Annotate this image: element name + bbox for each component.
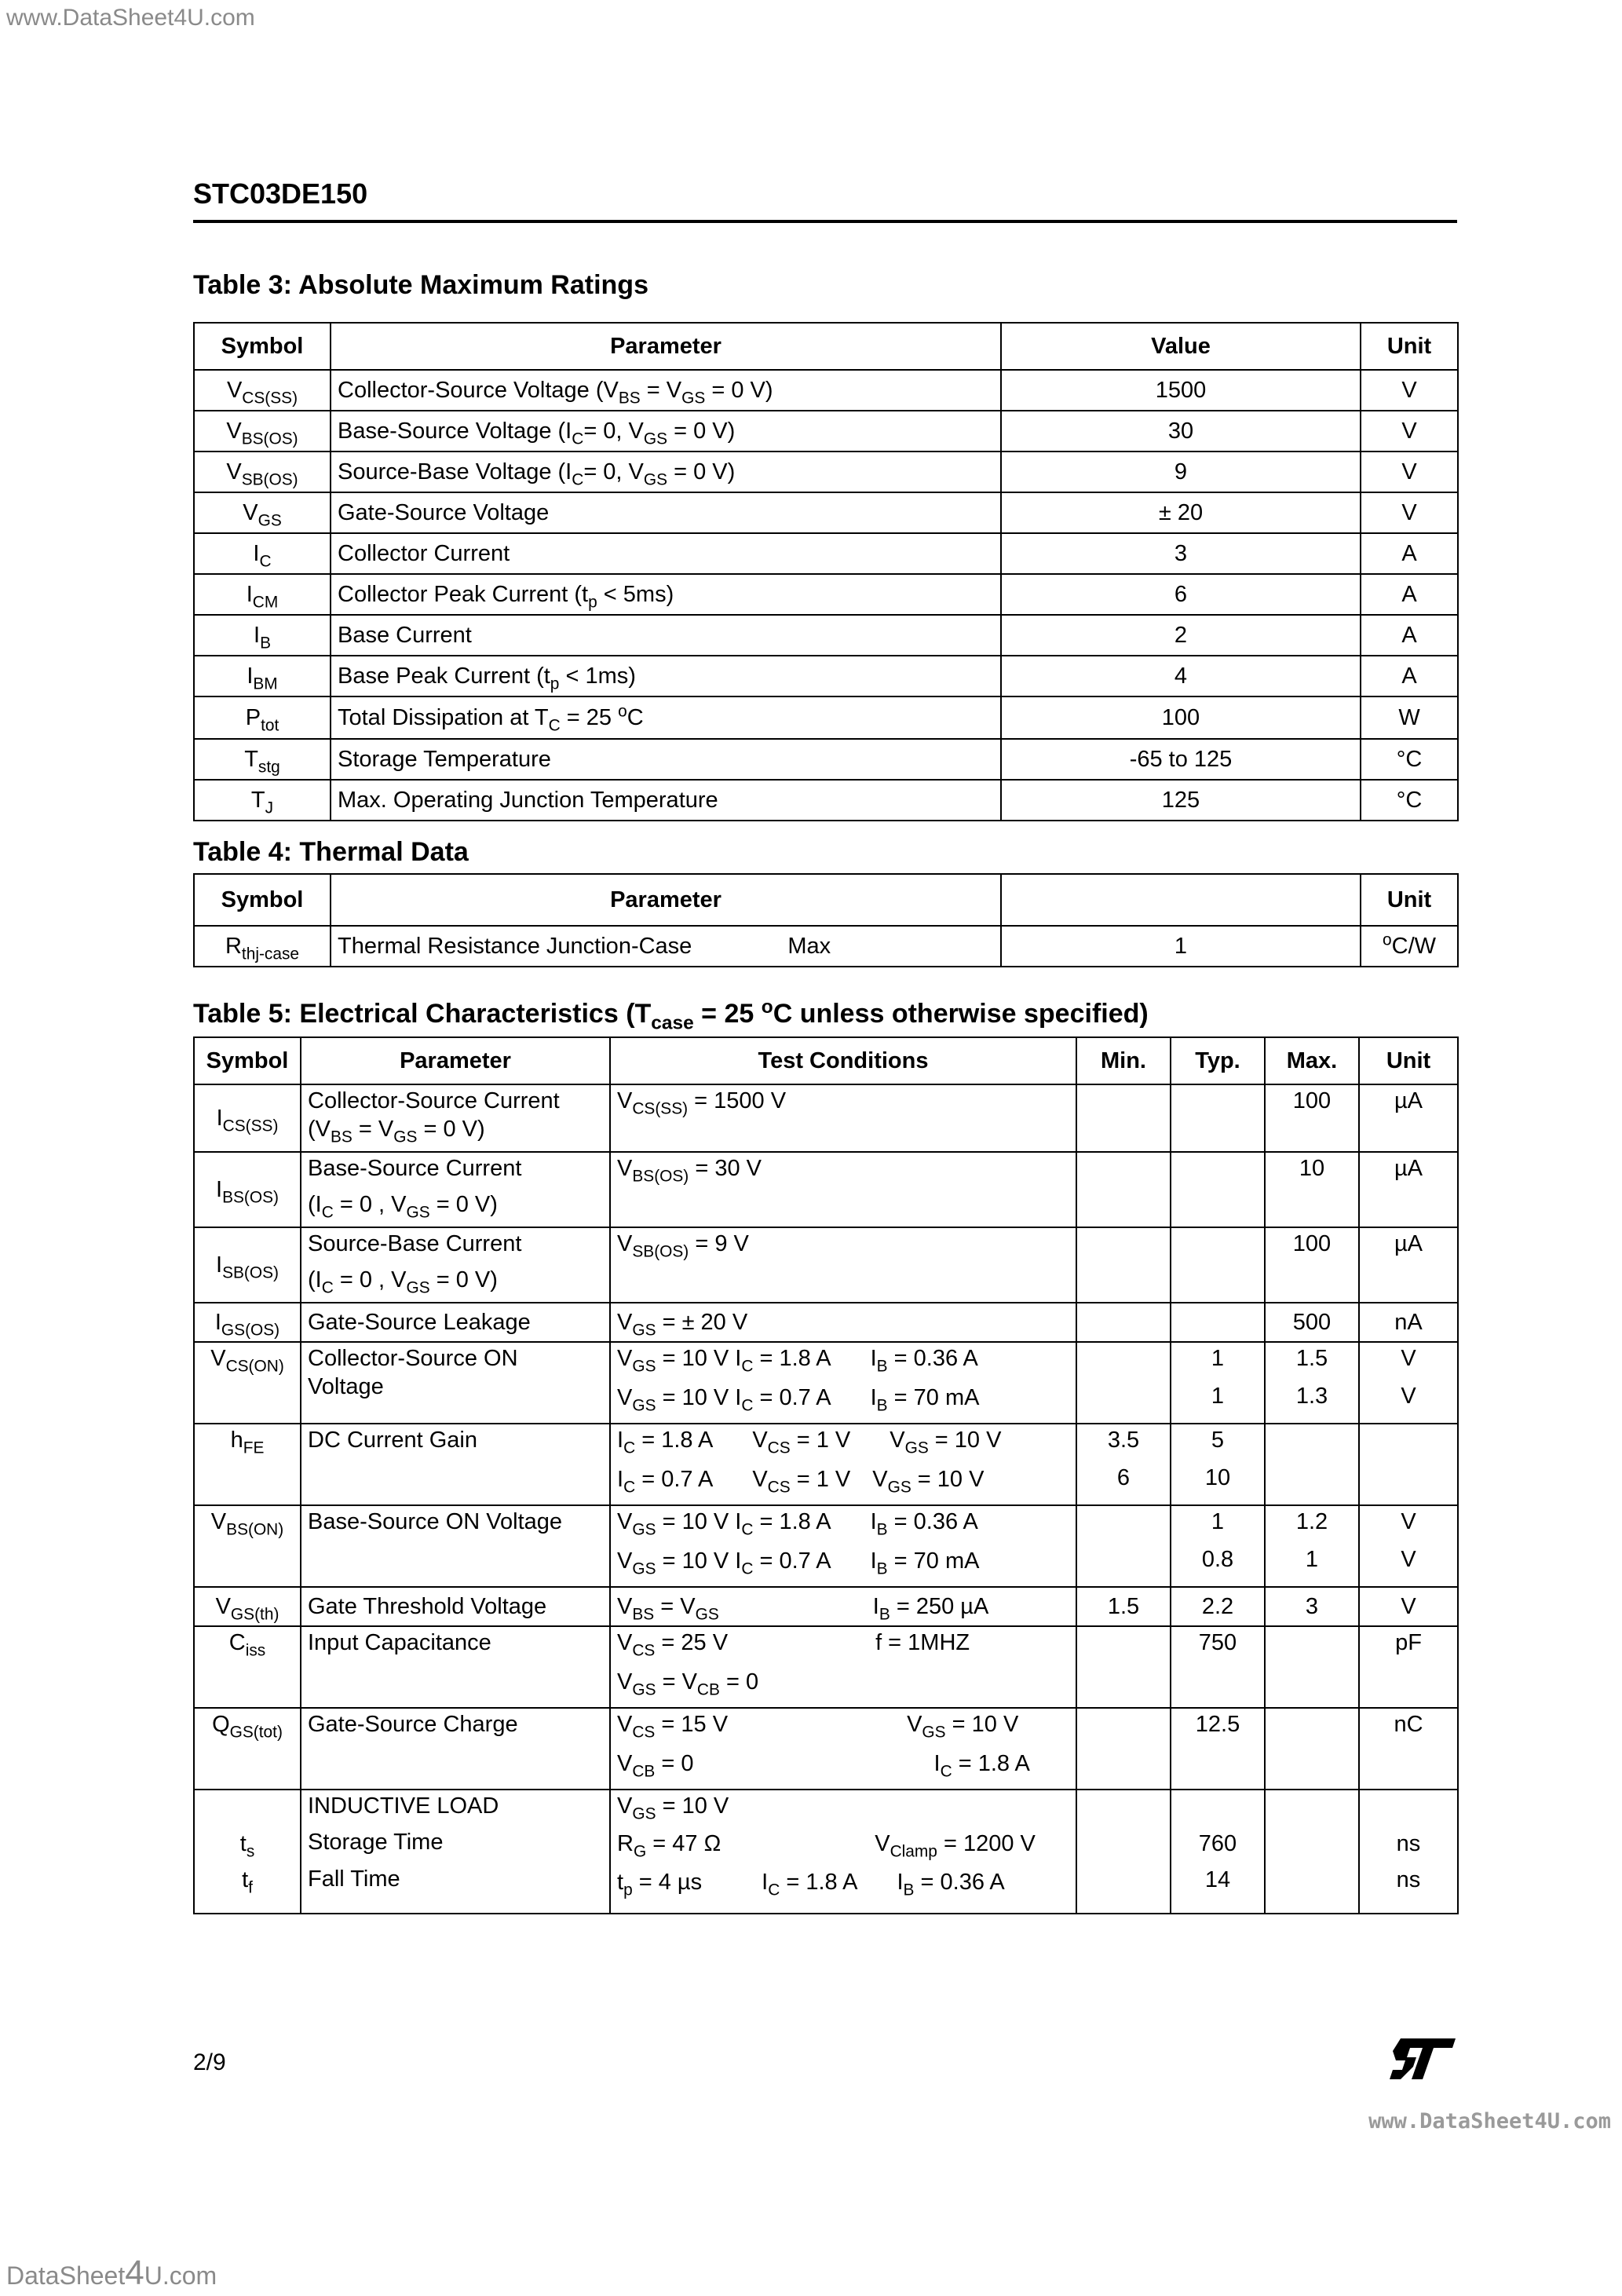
symbol-cell: $h_{FE}$	[194, 1424, 301, 1505]
max-cell: 10	[1265, 1152, 1359, 1227]
value-cell: 2	[1001, 615, 1361, 656]
table-row	[194, 1505, 1458, 1587]
conditions-cell: $V_{BS} = V_{GS}$ $I_B = 250$ µA	[610, 1587, 1076, 1626]
table-row	[194, 1303, 1458, 1342]
symbol-cell: $I_{GS(OS)}$	[194, 1303, 301, 1342]
min-cell	[1076, 1708, 1171, 1790]
table-row	[194, 1708, 1458, 1790]
symbol-cell: $I_{BS(OS)}$	[194, 1152, 301, 1227]
table-thermal-data	[193, 873, 1459, 967]
typ-cell	[1171, 1227, 1265, 1303]
table-row	[194, 615, 1458, 656]
watermark-right: www.DataSheet4U.com	[1368, 2109, 1611, 2133]
parameter-cell: Max. Operating Junction Temperature	[331, 780, 1001, 821]
table-row	[194, 1342, 1458, 1424]
unit-cell: V V	[1359, 1505, 1458, 1587]
table-row	[194, 1084, 1458, 1152]
table-row	[194, 656, 1458, 696]
table-electrical-characteristics	[193, 1036, 1459, 1914]
unit-cell: °C	[1361, 780, 1458, 821]
unit-cell: A	[1361, 656, 1458, 696]
parameter-cell: Collector-Source Voltage ($V_{BS} = V_{GS} = 0$ V)	[331, 370, 1001, 411]
header-min: Min.	[1076, 1037, 1171, 1084]
value-cell: -65 to 125	[1001, 739, 1361, 780]
symbol-cell: $V_{GS(th)}$	[194, 1587, 301, 1626]
unit-cell: V	[1359, 1587, 1458, 1626]
unit-cell: µA	[1359, 1152, 1458, 1227]
parameter-cell: Base-Source Current ($I_C = 0$ , $V_{GS} = 0$ V)	[301, 1152, 610, 1227]
parameter-cell: INDUCTIVE LOAD Storage Time Fall Time	[301, 1790, 610, 1914]
parameter-cell: Base-Source ON Voltage	[301, 1505, 610, 1587]
table-row	[194, 452, 1458, 492]
table-row	[194, 696, 1458, 739]
unit-cell: A	[1361, 615, 1458, 656]
table-row	[194, 1152, 1458, 1227]
unit-cell: ns ns	[1359, 1790, 1458, 1914]
typ-cell	[1171, 1084, 1265, 1152]
document-title: STC03DE150	[193, 177, 368, 210]
value-cell: ± 20	[1001, 492, 1361, 533]
min-cell	[1076, 1626, 1171, 1708]
parameter-cell: Base Current	[331, 615, 1001, 656]
max-cell: 500	[1265, 1303, 1359, 1342]
header-parameter: Parameter	[301, 1037, 610, 1084]
parameter-cell: Base-Source Voltage ($I_C= 0$, $V_{GS} = 0$ V)	[331, 411, 1001, 452]
table3-body	[194, 370, 1458, 821]
table-header-row	[194, 323, 1458, 370]
value-cell: 1	[1001, 926, 1361, 967]
unit-cell: V V	[1359, 1342, 1458, 1424]
parameter-cell: Collector-Source ON Voltage	[301, 1342, 610, 1424]
symbol-cell: $V_{BS(ON)}$	[194, 1505, 301, 1587]
table-row	[194, 1790, 1458, 1914]
conditions-cell: $V_{CS} = 25$ V f = 1MHZ $V_{GS} = V_{CB} = 0$	[610, 1626, 1076, 1708]
table-header-row	[194, 874, 1458, 926]
parameter-cell: Source-Base Voltage ($I_C= 0$, $V_{GS} = 0$ V)	[331, 452, 1001, 492]
header-parameter: Parameter	[331, 874, 1001, 926]
parameter-cell: DC Current Gain	[301, 1424, 610, 1505]
unit-cell: V	[1361, 452, 1458, 492]
header-max: Max.	[1265, 1037, 1359, 1084]
typ-cell: 1 1	[1171, 1342, 1265, 1424]
unit-cell: V	[1361, 492, 1458, 533]
table-row	[194, 370, 1458, 411]
parameter-cell: Collector Current	[331, 533, 1001, 574]
symbol-cell: $I_B$	[194, 615, 331, 656]
max-cell: 3	[1265, 1587, 1359, 1626]
symbol-cell: $V_{GS}$	[194, 492, 331, 533]
watermark-bottom: DataSheet4U.com	[6, 2254, 217, 2292]
min-cell	[1076, 1303, 1171, 1342]
table-row	[194, 1424, 1458, 1505]
conditions-cell: $V_{GS} = 10$ V $R_G = 47$ Ω $V_{Clamp} = 1200$ V $t_p = 4$ µs $I_C = 1.8$ A $I_B = 0.36$ A	[610, 1790, 1076, 1914]
conditions-cell: $V_{GS} = 10$ V $I_C = 1.8$ A $I_B = 0.36$ A $V_{GS} = 10$ V $I_C = 0.7$ A $I_B = 70$ mA	[610, 1342, 1076, 1424]
parameter-cell: Input Capacitance	[301, 1626, 610, 1708]
header-unit: Unit	[1359, 1037, 1458, 1084]
symbol-cell: $V_{CS(ON)}$	[194, 1342, 301, 1424]
title-rule	[193, 220, 1457, 223]
conditions-cell: $V_{GS} = 10$ V $I_C = 1.8$ A $I_B = 0.36$ A $V_{GS} = 10$ V $I_C = 0.7$ A $I_B = 70$ mA	[610, 1505, 1076, 1587]
table-header-row	[194, 1037, 1458, 1084]
conditions-cell: $V_{CS(SS)} = 1500$ V	[610, 1084, 1076, 1152]
table-row	[194, 926, 1458, 967]
unit-cell: $^o$C/W	[1361, 926, 1458, 967]
typ-cell: 5 10	[1171, 1424, 1265, 1505]
unit-cell: V	[1361, 411, 1458, 452]
value-cell: 1500	[1001, 370, 1361, 411]
page-number: 2/9	[193, 2049, 226, 2075]
symbol-cell: $I_{CS(SS)}$	[194, 1084, 301, 1152]
unit-cell	[1359, 1424, 1458, 1505]
table-row	[194, 533, 1458, 574]
table-row	[194, 1626, 1458, 1708]
typ-cell	[1171, 1303, 1265, 1342]
symbol-cell: $C_{iss}$	[194, 1626, 301, 1708]
parameter-cell: Gate-Source Charge	[301, 1708, 610, 1790]
value-cell: 4	[1001, 656, 1361, 696]
symbol-cell: $V_{SB(OS)}$	[194, 452, 331, 492]
typ-cell: 1 0.8	[1171, 1505, 1265, 1587]
unit-cell: A	[1361, 533, 1458, 574]
max-cell	[1265, 1790, 1359, 1914]
unit-cell: nA	[1359, 1303, 1458, 1342]
header-unit: Unit	[1361, 874, 1458, 926]
conditions-cell: $V_{SB(OS)} = 9$ V	[610, 1227, 1076, 1303]
value-cell: 125	[1001, 780, 1361, 821]
table3-caption: Table 3: Absolute Maximum Ratings	[193, 270, 648, 300]
parameter-cell: Storage Temperature	[331, 739, 1001, 780]
header-unit: Unit	[1361, 323, 1458, 370]
typ-cell: 760 14	[1171, 1790, 1265, 1914]
min-cell	[1076, 1227, 1171, 1303]
unit-cell: A	[1361, 574, 1458, 615]
conditions-cell: $V_{CS} = 15$ V $V_{GS} = 10$ V $V_{CB} = 0$ $I_C = 1.8$ A	[610, 1708, 1076, 1790]
parameter-cell: Gate Threshold Voltage	[301, 1587, 610, 1626]
min-cell	[1076, 1342, 1171, 1424]
parameter-cell: Gate-Source Leakage	[301, 1303, 610, 1342]
symbol-cell: $I_C$	[194, 533, 331, 574]
max-cell: 100	[1265, 1227, 1359, 1303]
symbol-cell: $T_J$	[194, 780, 331, 821]
value-cell: 30	[1001, 411, 1361, 452]
symbol-cell: $t_s$ $t_f$	[194, 1790, 301, 1914]
typ-cell: 750	[1171, 1626, 1265, 1708]
symbol-cell: $I_{CM}$	[194, 574, 331, 615]
min-cell	[1076, 1505, 1171, 1587]
symbol-cell: $Q_{GS(tot)}$	[194, 1708, 301, 1790]
parameter-cell: Total Dissipation at $T_C = 25$ $^o$C	[331, 696, 1001, 739]
table-row	[194, 780, 1458, 821]
parameter-cell: Thermal Resistance Junction-Case Max	[331, 926, 1001, 967]
watermark-top: www.DataSheet4U.com	[6, 5, 255, 31]
conditions-cell: $V_{GS}$ = ± 20 V	[610, 1303, 1076, 1342]
table-row	[194, 1227, 1458, 1303]
header-symbol: Symbol	[194, 1037, 301, 1084]
min-cell	[1076, 1084, 1171, 1152]
parameter-cell: Gate-Source Voltage	[331, 492, 1001, 533]
st-logo	[1390, 2035, 1457, 2082]
conditions-cell: $V_{BS(OS)} = 30$ V	[610, 1152, 1076, 1227]
typ-cell: 12.5	[1171, 1708, 1265, 1790]
value-cell: 100	[1001, 696, 1361, 739]
header-symbol: Symbol	[194, 874, 331, 926]
table-row	[194, 574, 1458, 615]
unit-cell: µA	[1359, 1227, 1458, 1303]
unit-cell: pF	[1359, 1626, 1458, 1708]
unit-cell: W	[1361, 696, 1458, 739]
table4-caption: Table 4: Thermal Data	[193, 837, 469, 867]
max-cell: 1.2 1	[1265, 1505, 1359, 1587]
unit-cell: nC	[1359, 1708, 1458, 1790]
table5-caption: Table 5: Electrical Characteristics ($T_{case} = 25$ $^o$C unless otherwise specified)	[193, 996, 1149, 1034]
min-cell	[1076, 1790, 1171, 1914]
parameter-cell: Collector-Source Current ($V_{BS} = V_{GS} = 0$ V)	[301, 1084, 610, 1152]
value-cell: 9	[1001, 452, 1361, 492]
parameter-cell: Base Peak Current $(t_p < 1ms)$	[331, 656, 1001, 696]
table-row	[194, 1587, 1458, 1626]
header-typ: Typ.	[1171, 1037, 1265, 1084]
max-cell	[1265, 1708, 1359, 1790]
typ-cell: 2.2	[1171, 1587, 1265, 1626]
min-cell: 1.5	[1076, 1587, 1171, 1626]
parameter-cell: Collector Peak Current $(t_p < 5ms)$	[331, 574, 1001, 615]
table-row	[194, 411, 1458, 452]
value-cell: 6	[1001, 574, 1361, 615]
conditions-cell: $I_C = 1.8$ A $V_{CS} = 1$ V $V_{GS} = 10$ V $I_C = 0.7$ A $V_{CS} = 1$ V $V_{GS} = 10$ V	[610, 1424, 1076, 1505]
table-row	[194, 739, 1458, 780]
max-cell	[1265, 1626, 1359, 1708]
min-cell: 3.5 6	[1076, 1424, 1171, 1505]
symbol-cell: $V_{BS(OS)}$	[194, 411, 331, 452]
unit-cell: µA	[1359, 1084, 1458, 1152]
header-value	[1001, 874, 1361, 926]
header-symbol: Symbol	[194, 323, 331, 370]
unit-cell: °C	[1361, 739, 1458, 780]
header-value: Value	[1001, 323, 1361, 370]
header-parameter: Parameter	[331, 323, 1001, 370]
max-cell: 1.5 1.3	[1265, 1342, 1359, 1424]
value-cell: 3	[1001, 533, 1361, 574]
table-absolute-maximum-ratings	[193, 322, 1459, 821]
symbol-cell: $I_{BM}$	[194, 656, 331, 696]
parameter-cell: Source-Base Current ($I_C = 0$ , $V_{GS} = 0$ V)	[301, 1227, 610, 1303]
symbol-cell: $V_{CS(SS)}$	[194, 370, 331, 411]
typ-cell	[1171, 1152, 1265, 1227]
symbol-cell: $P_{tot}$	[194, 696, 331, 739]
min-cell	[1076, 1152, 1171, 1227]
header-test-conditions: Test Conditions	[610, 1037, 1076, 1084]
unit-cell: V	[1361, 370, 1458, 411]
max-cell	[1265, 1424, 1359, 1505]
table-row	[194, 492, 1458, 533]
symbol-cell: $R_{thj-case}$	[194, 926, 331, 967]
max-cell: 100	[1265, 1084, 1359, 1152]
symbol-cell: $T_{stg}$	[194, 739, 331, 780]
symbol-cell: $I_{SB(OS)}$	[194, 1227, 301, 1303]
